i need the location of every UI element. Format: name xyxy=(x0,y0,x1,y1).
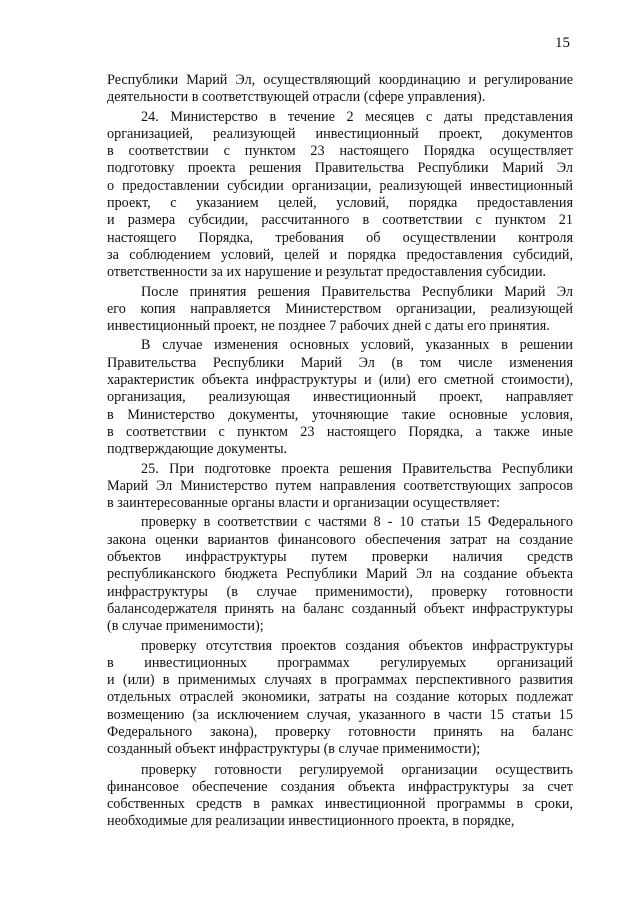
text-line: инвестиционный проект, не позднее 7 рабочих дней с даты его принятия. xyxy=(107,318,550,335)
paragraph xyxy=(107,762,573,831)
text-line: Республики Марий Эл, осуществляющий координацию и регулирование xyxy=(107,72,573,88)
text-line: проверку готовности регулируемой организации осуществить xyxy=(141,761,573,778)
text-line: собственных средств в рамках инвестиционной программы в сроки, xyxy=(107,796,573,813)
text-line: ответственности за их нарушение и результат предоставления субсидии. xyxy=(107,264,547,281)
text-line: и размера субсидии, рассчитанного в соответствии с пунктом 21 xyxy=(107,212,573,229)
text-line: Правительства Республики Марий Эл (в том числе изменения xyxy=(107,354,573,371)
text-line: организацией, реализующей инвестиционный проект, документов xyxy=(107,125,573,142)
text-line: закона оценки вариантов финансового обеспечения затрат на создание xyxy=(107,531,573,548)
text-line: инфраструктуры (в случае применимости), проверку готовности xyxy=(107,583,573,600)
paragraph xyxy=(107,461,573,513)
text-line: После принятия решения Правительства Республики Марий Эл xyxy=(141,283,573,300)
paragraph xyxy=(107,72,573,107)
text-line: объектов инфраструктуры путем проверки наличия средств xyxy=(107,549,573,566)
text-line: организация, реализующая инвестиционный проект, направляет xyxy=(107,389,573,406)
text-line: необходимые для реализации инвестиционного проекта, в порядке, xyxy=(107,813,515,830)
paragraph xyxy=(107,337,573,458)
paragraph xyxy=(107,109,573,282)
text-line: 25. При подготовке проекта решения Правительства Республики xyxy=(141,460,573,477)
text-line: и (или) в применимых случаях в программах перспективного развития xyxy=(107,672,573,689)
document-body xyxy=(107,72,573,831)
text-line: за соблюдением условий, целей и порядка предоставления субсидий, xyxy=(107,246,573,263)
text-line: о предоставлении субсидии организации, реализующей инвестиционный xyxy=(107,177,573,194)
page-number: 15 xyxy=(555,35,570,51)
text-line: республиканского бюджета Республики Марий Эл на создание объекта xyxy=(107,566,573,583)
text-line: его копия направляется Министерством организации, реализующей xyxy=(107,300,573,317)
text-line: в заинтересованные органы власти и организации осуществляет: xyxy=(107,495,500,512)
text-line: созданный объект инфраструктуры (в случае применимости); xyxy=(107,741,481,758)
text-line: характеристик объекта инфраструктуры и (или) его сметной стоимости), xyxy=(107,372,573,389)
text-line: Марий Эл Министерство путем направления соответствующих запросов xyxy=(107,477,573,494)
text-line: подготовку проекта решения Правительства Республики Марий Эл xyxy=(107,160,573,177)
text-line: (в случае применимости); xyxy=(107,618,264,635)
paragraph xyxy=(107,514,573,635)
text-line: В случае изменения основных условий, указанных в решении xyxy=(141,337,573,354)
text-line: деятельности в соответствующей отрасли (сфере управления). xyxy=(107,89,486,106)
text-line: балансодержателя принять на баланс созданный объект инфраструктуры xyxy=(107,600,573,617)
text-line: проверку отсутствия проектов создания объектов инфраструктуры xyxy=(141,637,573,654)
text-line: проект, с указанием целей, условий, порядка предоставления xyxy=(107,195,573,212)
text-line: в соответствии с пунктом 23 настоящего Порядка, а также иные xyxy=(107,423,573,440)
text-line: в инвестиционных программах регулируемых организаций xyxy=(107,654,573,671)
text-line: настоящего Порядка, требования об осуществлении контроля xyxy=(107,229,573,246)
paragraph xyxy=(107,284,573,336)
text-line: отдельных отраслей экономики, затраты на создание которых подлежат xyxy=(107,689,573,706)
text-line: возмещению (за исключением случая, указанного в части 15 статьи 15 xyxy=(107,706,573,723)
text-line: 24. Министерство в течение 2 месяцев с даты представления xyxy=(141,108,573,125)
paragraph xyxy=(107,638,573,759)
text-line: проверку в соответствии с частями 8 - 10 статьи 15 Федерального xyxy=(141,514,573,531)
text-line: Федерального закона), проверку готовности принять на баланс xyxy=(107,723,573,740)
text-line: в соответствии с пунктом 23 настоящего Порядка осуществляет xyxy=(107,143,573,160)
text-line: в Министерство документы, уточняющие такие основные условия, xyxy=(107,406,573,423)
text-line: подтверждающие документы. xyxy=(107,441,288,458)
text-line: финансовое обеспечение создания объекта инфраструктуры за счет xyxy=(107,778,573,795)
